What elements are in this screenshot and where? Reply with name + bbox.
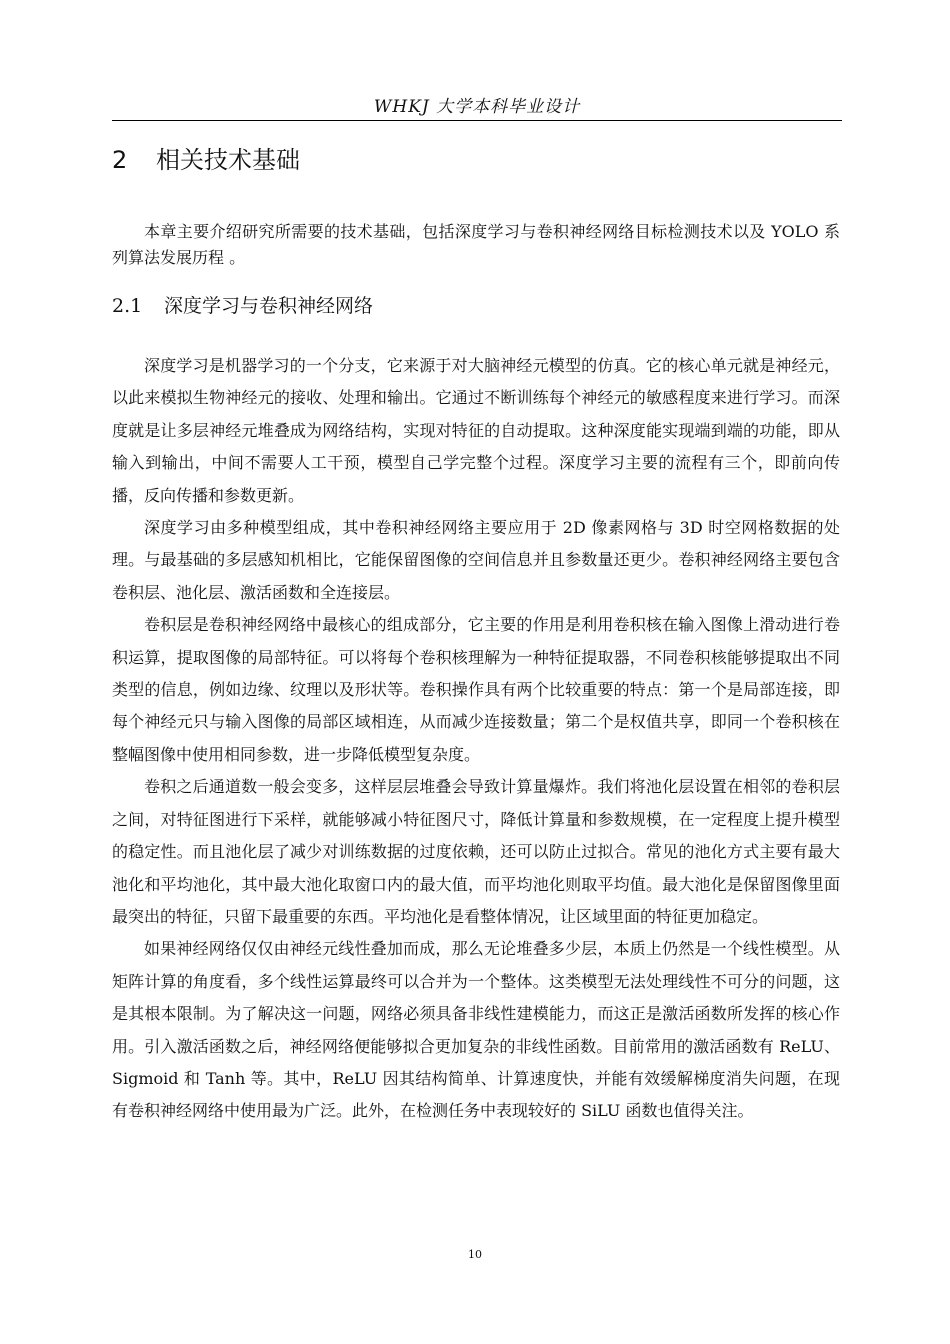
chapter-heading <box>112 140 300 175</box>
running-header: WHKJ 大学本科毕业设计 <box>373 97 581 117</box>
page-number: 10 <box>468 1248 482 1261</box>
header-rule <box>112 120 842 121</box>
body-paragraph: 如果神经网络仅仅由神经元线性叠加而成，那么无论堆叠多少层，本质上仍然是一个线性模型。从矩阵计算的角度看，多个线性运算最终可以合并为一个整体。这类模型无法处理线性不可分的问题，这是其根本限制。为了解决这一问题，网络必须具备非线性建模能力，而这正是激活函数所发挥的核心作用。引入激活函数之后，神经网络便能够拟合更加复杂的非线性函数。目前常用的激活函数有 ReLU、Sigmoid 和 Tanh 等。其中，ReLU 因其结构简单、计算速度快，并能有效缓解梯度消失问题，在现有卷积神经网络中使用最为广泛。此外，在检测任务中表现较好的 SiLU 函数也值得关注。 <box>112 939 840 1121</box>
body-paragraph: 卷积层是卷积神经网络中最核心的组成部分，它主要的作用是利用卷积核在输入图像上滑动进行卷积运算，提取图像的局部特征。可以将每个卷积核理解为一种特征提取器，不同卷积核能够提取出不同类型的信息，例如边缘、纹理以及形状等。卷积操作具有两个比较重要的特点：第一个是局部连接，即每个神经元只与输入图像的局部区域相连，从而减少连接数量；第二个是权值共享，即同一个卷积核在整幅图像中使用相同参数，进一步降低模型复杂度。 <box>112 615 840 764</box>
chapter-title: 相关技术基础 <box>156 146 300 174</box>
body-paragraph: 卷积之后通道数一般会变多，这样层层堆叠会导致计算量爆炸。我们将池化层设置在相邻的卷积层之间，对特征图进行下采样，就能够减小特征图尺寸，降低计算量和参数规模，在一定程度上提升模型的稳定性。而且池化层了减少对训练数据的过度依赖，还可以防止过拟合。常见的池化方式主要有最大池化和平均池化，其中最大池化取窗口内的最大值，而平均池化则取平均值。最大池化是保留图像里面最突出的特征，只留下最重要的东西。平均池化是看整体情况，让区域里面的特征更加稳定。 <box>112 777 840 926</box>
section-title: 深度学习与卷积神经网络 <box>164 295 374 317</box>
chapter-intro: 本章主要介绍研究所需要的技术基础，包括深度学习与卷积神经网络目标检测技术以及 YOLO 系列算法发展历程 。 <box>112 222 840 267</box>
section-body <box>112 350 840 1128</box>
body-paragraph: 深度学习是机器学习的一个分支，它来源于对大脑神经元模型的仿真。它的核心单元就是神经元，以此来模拟生物神经元的接收、处理和输出。它通过不断训练每个神经元的敏感程度来进行学习。而深度就是让多层神经元堆叠成为网络结构，实现对特征的自动提取。这种深度能实现端到端的功能，即从输入到输出，中间不需要人工干预，模型自己学完整个过程。深度学习主要的流程有三个，即前向传播，反向传播和参数更新。 <box>112 356 840 505</box>
section-heading <box>112 291 373 318</box>
section-number: 2.1 <box>112 295 143 317</box>
chapter-number: 2 <box>112 146 128 174</box>
body-paragraph: 深度学习由多种模型组成，其中卷积神经网络主要应用于 2D 像素网格与 3D 时空网格数据的处理。与最基础的多层感知机相比，它能保留图像的空间信息并且参数量还更少。卷积神经网络主要包含卷积层、池化层、激活函数和全连接层。 <box>112 518 840 602</box>
